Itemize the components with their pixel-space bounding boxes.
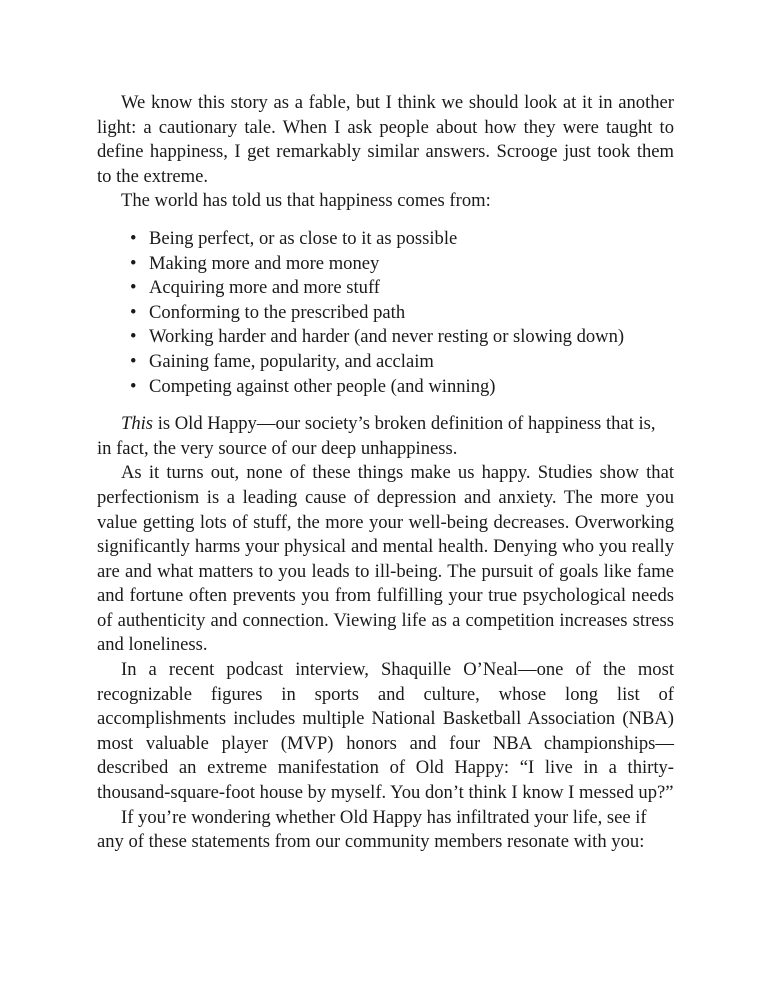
paragraph-shaquille: In a recent podcast interview, Shaquille O’Neal—one of the most recognizable figures in sports and culture, whose long list of accomplishments includes multiple National Basketball Association (NBA) most valuable player (MVP) honors and four NBA championships—described an extreme manifestation of Old Happy: “I live in a thirty-thousand-square-foot house by myself. You don’t think I know I messed up?” xyxy=(97,659,674,804)
paragraph-old-happy-text: is Old Happy—our society’s broken definition of happiness that is, in fact, the very source of our deep unhappiness. xyxy=(97,413,656,459)
list-item: • Competing against other people (and winning) xyxy=(127,375,674,400)
list-item: • Making more and more money xyxy=(127,252,674,277)
list-item: • Working harder and harder (and never resting or slowing down) xyxy=(127,325,674,350)
paragraph-world-told-us: The world has told us that happiness comes from: xyxy=(121,190,491,212)
page-body xyxy=(97,91,674,855)
list-item: • Conforming to the prescribed path xyxy=(127,301,674,326)
paragraph-wondering: If you’re wondering whether Old Happy has infiltrated your life, see if any of these statements from our community members resonate with you: xyxy=(97,806,647,853)
emphasis-this: This xyxy=(121,413,154,435)
paragraph-old-happy xyxy=(97,412,674,461)
list-item: • Acquiring more and more stuff xyxy=(127,276,674,301)
happiness-sources-list xyxy=(97,227,674,399)
list-item: • Being perfect, or as close to it as possible xyxy=(127,227,674,252)
list-item: • Gaining fame, popularity, and acclaim xyxy=(127,350,674,375)
paragraph-fable: We know this story as a fable, but I think we should look at it in another light: a cautionary tale. When I ask people about how they were taught to define happiness, I get remarkably similar answers. Scrooge just took them to the extreme. xyxy=(97,92,674,187)
paragraph-studies: As it turns out, none of these things make us happy. Studies show that perfectionism is a leading cause of depression and anxiety. The more you value getting lots of stuff, the more your well-being decreases. Overworking significantly harms your physical and mental health. Denying who you really are and what matters to you leads to ill-being. The pursuit of goals like fame and fortune often prevents you from fulfilling your true psychological needs of authenticity and connection. Viewing life as a competition increases stress and loneliness. xyxy=(97,462,674,656)
